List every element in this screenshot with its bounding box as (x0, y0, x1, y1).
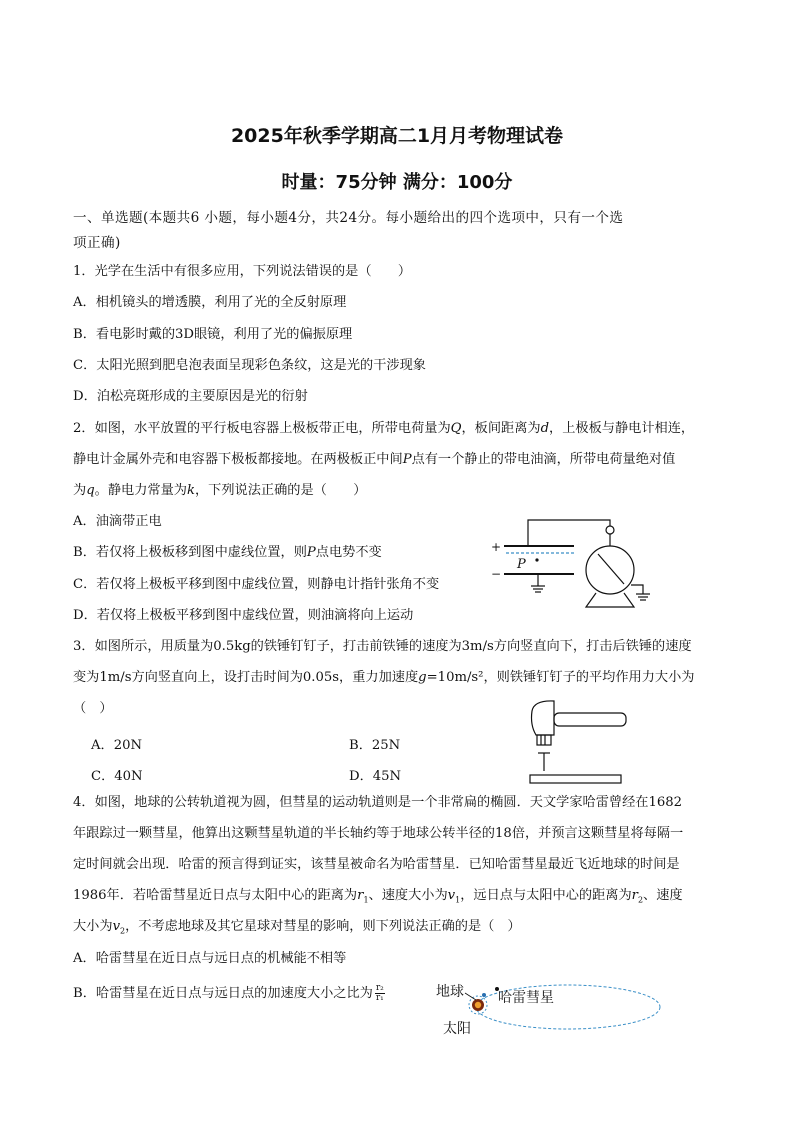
q3-stem-line3: （ ） (73, 701, 113, 716)
fig-p-label: P (517, 557, 526, 572)
q3-stem-line1: 3．如图所示，用质量为0.5kg的铁锤钉钉子，打击前铁锤的速度为3m/s方向竖直向下，打击后铁锤的速度 (73, 639, 692, 654)
q3-option-c: C．40N (91, 769, 143, 784)
q2-stem-line2: 静电计金属外壳和电容器下极板都接地。在两极板正中间P点有一个静止的带电油滴，所带电荷量绝对值 (73, 452, 676, 467)
q4-stem-line5: 大小为$v_2$，不考虑地球及其它星球对彗星的影响，则下列说法正确的是（ ） (73, 919, 521, 936)
q4-option-b: B．哈雷彗星在近日点与远日点的加速度大小之比为 $\frac{\text{r₂}}{\text{r₁}}$ (73, 983, 384, 1003)
label-halley-comet: 哈雷彗星 (498, 990, 554, 1006)
q2-stem-line1: 2．如图，水平放置的平行板电容器上极板带正电，所带电荷量为Q，板间距离为d，上极板与静电计相连， (73, 421, 695, 436)
q2-stem-line3: 为q。静电力常量为k，下列说法正确的是（ ） (73, 483, 367, 498)
q3-option-a: A．20N (91, 738, 143, 753)
q3-option-d: D．45N (349, 769, 402, 784)
fig-plus-sign: + (491, 540, 502, 554)
hammer-nail-figure (520, 695, 630, 790)
capacitor-electroscope-figure (488, 512, 668, 612)
q1-stem: 1．光学在生活中有很多应用，下列说法错误的是（ ） (73, 264, 412, 279)
ratio-fraction: $\frac{\text{r₂}}{\text{r₁}}$ (375, 983, 384, 1003)
fig-minus-sign: − (491, 567, 502, 581)
q4-stem-line2: 年跟踪过一颗彗星，他算出这颗彗星轨道的半长轴约等于地球公转半径的18倍，并预言这颗彗星将每隔一 (73, 826, 684, 841)
q4-stem-line1: 4．如图，地球的公转轨道视为圆，但彗星的运动轨道则是一个非常扁的椭圆．天文学家哈雷曾经在1682 (73, 795, 683, 810)
q4-stem-line4: 1986年．若哈雷彗星近日点与太阳中心的距离为$r_1$、速度大小为$v_1$，远日点与太阳中心的距离为$r_2$、速度 (73, 888, 683, 905)
q1-option-d: D．泊松亮斑形成的主要原因是光的衍射 (73, 389, 308, 404)
label-earth: 地球 (436, 984, 464, 1000)
q3-stem-line2: 变为1m/s方向竖直向上，设打击时间为0.05s，重力加速度g=10m/s²，则铁锤钉钉子的平均作用力大小为 (73, 670, 695, 685)
q2-option-c: C．若仅将上极板平移到图中虚线位置，则静电计指针张角不变 (73, 577, 440, 592)
q1-option-b: B．看电影时戴的3D眼镜，利用了光的偏振原理 (73, 327, 353, 342)
exam-subtitle: 时量：75分钟 满分：100分 (281, 172, 513, 193)
section-heading-cont: 项正确) (73, 235, 121, 251)
section-heading: 一、单选题(本题共6 小题，每小题4分，共24分。每小题给出的四个选项中，只有一个选 (73, 210, 624, 226)
q2-option-a: A．油滴带正电 (73, 514, 162, 529)
q4-option-a: A．哈雷彗星在近日点与远日点的机械能不相等 (73, 951, 347, 966)
halley-orbit-figure (436, 978, 666, 1048)
q3-option-b: B．25N (349, 738, 401, 753)
exam-title: 2025年秋季学期高二1月月考物理试卷 (230, 125, 564, 147)
q2-option-b: B．若仅将上极板移到图中虚线位置，则P点电势不变 (73, 545, 382, 560)
label-sun: 太阳 (443, 1021, 471, 1037)
q4-stem-line3: 定时间就会出现．哈雷的预言得到证实，该彗星被命名为哈雷彗星．已知哈雷彗星最近飞近地球的时间是 (73, 857, 680, 872)
q1-option-c: C．太阳光照到肥皂泡表面呈现彩色条纹，这是光的干涉现象 (73, 358, 426, 373)
q2-option-d: D．若仅将上极板平移到图中虚线位置，则油滴将向上运动 (73, 608, 414, 623)
q1-option-a: A．相机镜头的增透膜，利用了光的全反射原理 (73, 295, 347, 310)
